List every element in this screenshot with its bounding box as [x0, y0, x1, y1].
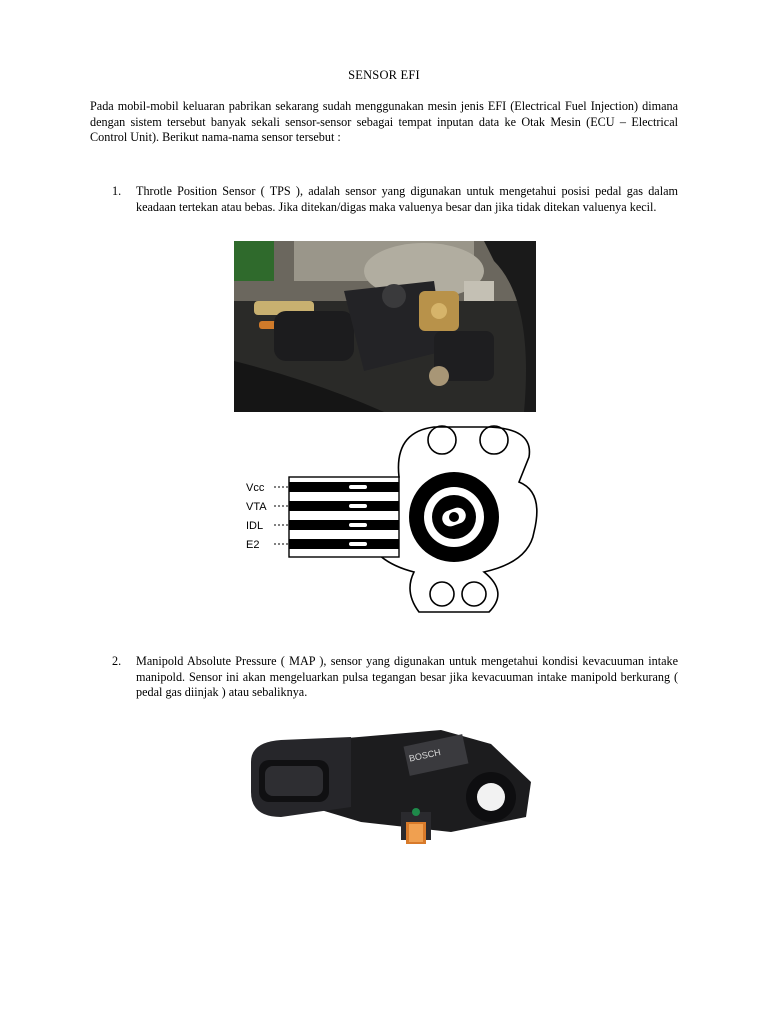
tps-diagram — [244, 422, 546, 618]
diagram-label-idl: IDL — [246, 520, 264, 532]
tps-photo — [234, 241, 536, 412]
page-title: SENSOR EFI — [348, 68, 420, 82]
diagram-label-vta: VTA — [246, 501, 267, 513]
list-number: 1. — [112, 184, 122, 198]
diagram-label-e2: E2 — [246, 539, 260, 551]
list-text: Manipold Absolute Pressure ( MAP ), sensor yang digunakan untuk mengetahui kondisi kevacuuman intake manipold. Sensor ini akan mengeluarkan pulsa tegangan besar jika kevacuuman intake manipold berkurang ( pedal gas diinjak ) atau sebaliknya. — [136, 654, 678, 700]
intro-paragraph: Pada mobil-mobil keluaran pabrikan sekarang sudah menggunakan mesin jenis EFI (Electrical Fuel Injection) dimana dengan sistem tersebut banyak sekali sensor-sensor sebagai tempat inputan data ke Otak Mesin (ECU – Electrical Control Unit). Berikut nama-nama sensor tersebut : — [90, 99, 678, 145]
list-text: Throtle Position Sensor ( TPS ), adalah sensor yang digunakan untuk mengetahui posisi pedal gas dalam keadaan tertekan atau bebas. Jika ditekan/digas maka valuenya besar dan jika tidak ditekan valuenya kecil. — [136, 184, 678, 214]
map-sensor-photo — [241, 722, 533, 856]
map-sensor-label: BOSCH — [408, 747, 442, 764]
list-number: 2. — [112, 654, 122, 668]
diagram-label-vcc: Vcc — [246, 482, 265, 494]
